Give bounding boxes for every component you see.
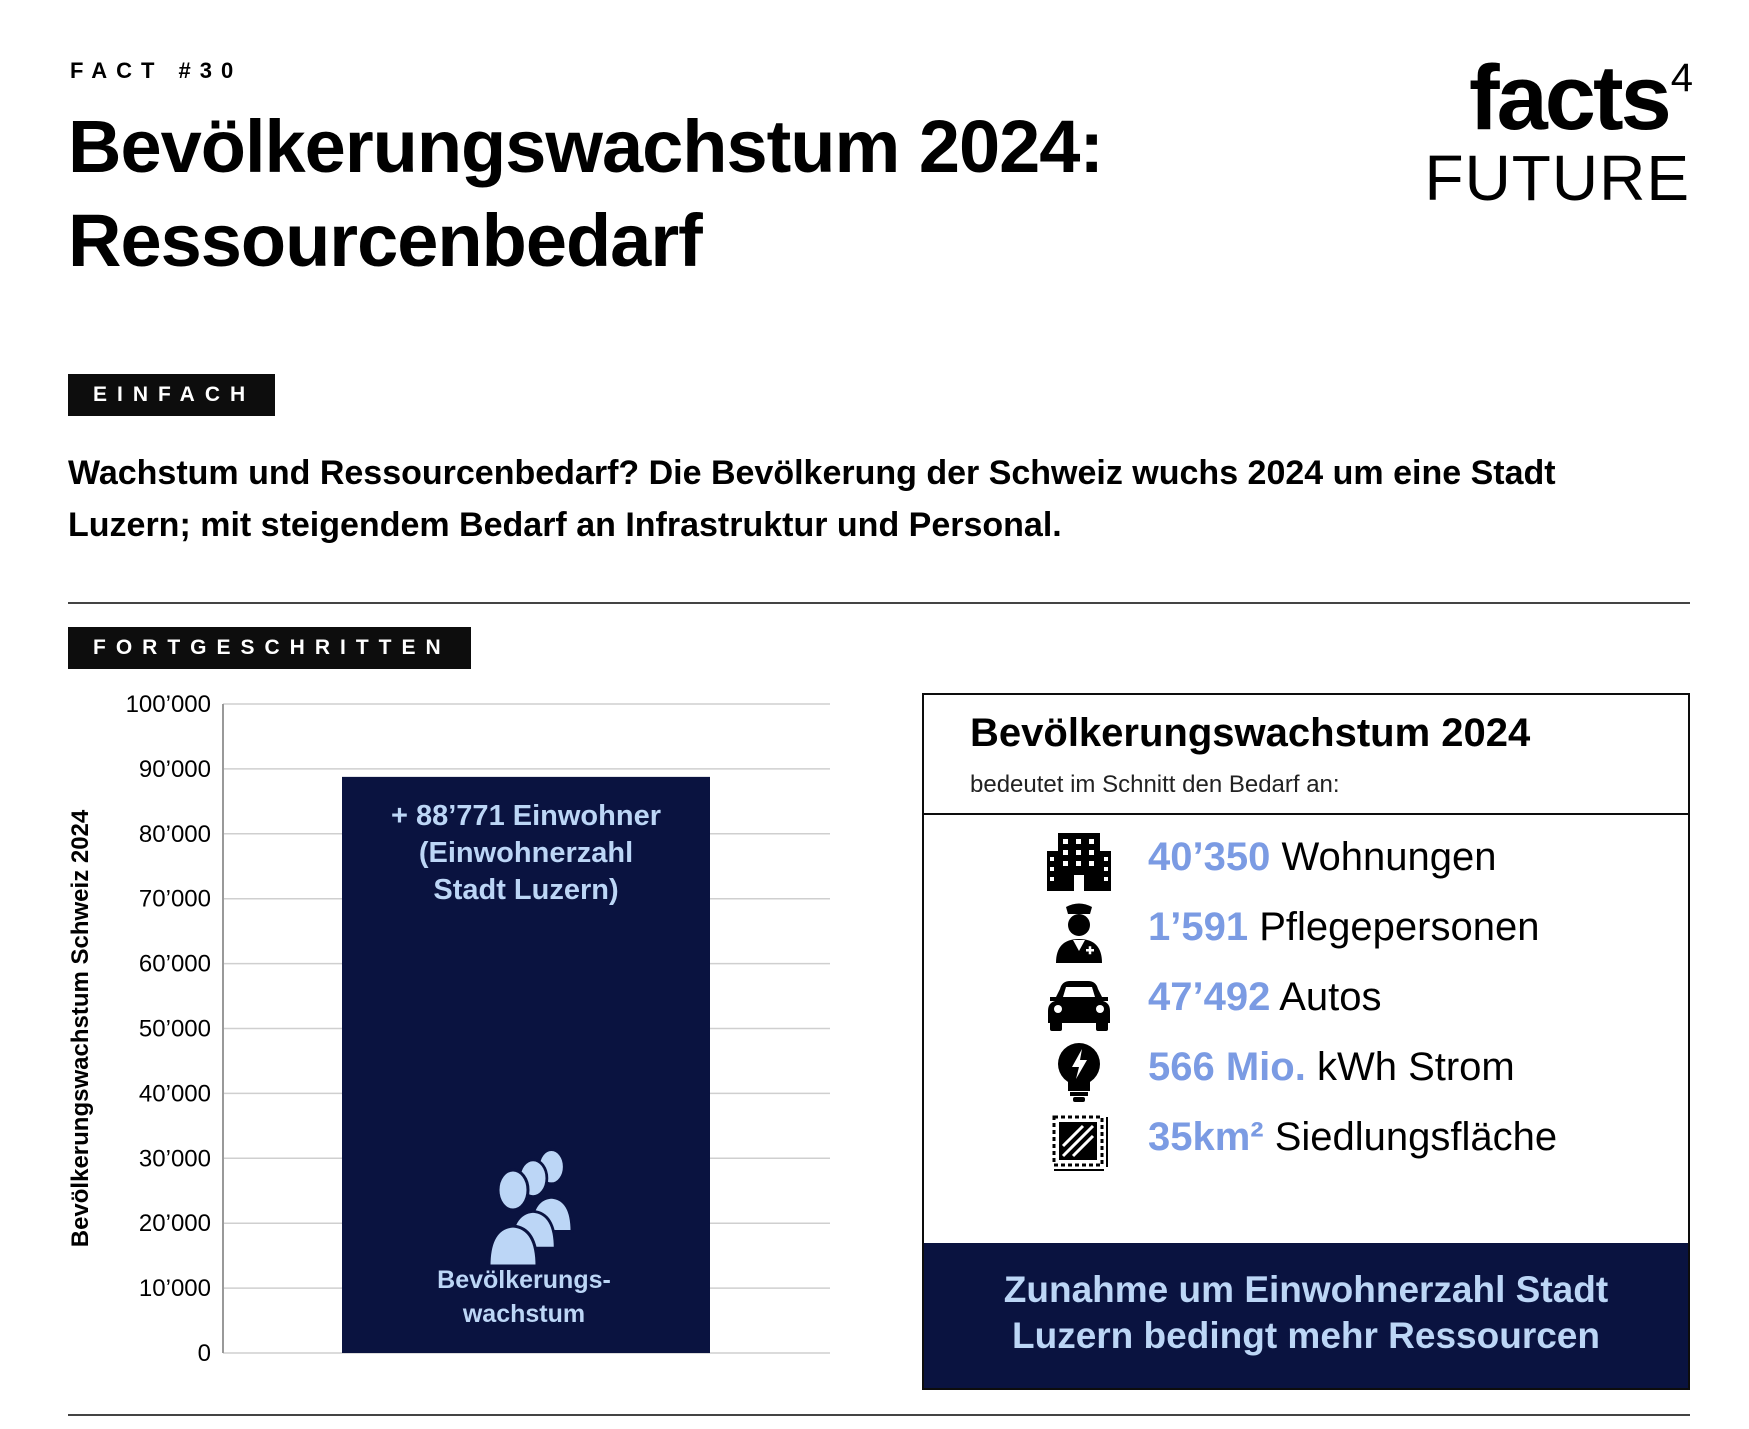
panel-header — [924, 695, 1688, 815]
resource-number: 40’350 — [1148, 835, 1271, 879]
resource-text — [1148, 905, 1539, 950]
bar-data-label: + 88’771 Einwohner — [391, 799, 661, 832]
page-title — [68, 100, 1103, 288]
resource-number: 35km² — [1148, 1115, 1264, 1159]
resource-item-housing — [924, 827, 1688, 897]
panel-footer-line-1: Zunahme um Einwohnerzahl Stadt — [1003, 1269, 1609, 1310]
y-axis-label: Bevölkerungswachstum Schweiz 2024 — [67, 809, 94, 1248]
resource-label: Pflegepersonen — [1248, 905, 1540, 949]
y-tick-label: 10’000 — [138, 1275, 211, 1303]
y-tick-label: 60’000 — [138, 950, 211, 978]
resource-item-nurses — [924, 897, 1688, 967]
divider — [68, 602, 1690, 604]
resource-text — [1148, 1045, 1515, 1090]
logo-subtext: FUTURE — [1424, 142, 1690, 214]
bar-data-label: Stadt Luzern) — [433, 873, 619, 906]
y-tick-label: 50’000 — [138, 1015, 211, 1043]
section-tag-advanced: FORTGESCHRITTEN — [68, 627, 471, 669]
y-tick-label: 20’000 — [138, 1210, 211, 1238]
resource-text — [1148, 1115, 1557, 1160]
area-icon — [1046, 1111, 1112, 1173]
resource-item-electricity — [924, 1037, 1688, 1107]
y-tick-label: 90’000 — [138, 755, 211, 783]
bar-category-label: wachstum — [462, 1300, 586, 1328]
page-title-line-2: Ressourcenbedarf — [68, 199, 702, 282]
chart-bars — [342, 777, 710, 1353]
resource-label: Siedlungsfläche — [1263, 1115, 1558, 1159]
logo-superscript: 4 — [1670, 56, 1690, 100]
y-tick-label: 30’000 — [138, 1145, 211, 1173]
bar-chart — [60, 690, 850, 1370]
y-tick-label: 80’000 — [138, 820, 211, 848]
logo-wordmark — [1410, 47, 1690, 149]
resource-number: 47’492 — [1148, 975, 1271, 1019]
y-tick-label: 70’000 — [138, 885, 211, 913]
resource-label: Autos — [1270, 975, 1382, 1019]
y-tick-label: 40’000 — [138, 1080, 211, 1108]
panel-subtitle: bedeutet im Schnitt den Bedarf an: — [970, 771, 1340, 798]
bar-category-label: Bevölkerungs- — [437, 1266, 611, 1294]
panel-footer — [924, 1243, 1688, 1388]
bottom-divider — [68, 1414, 1690, 1416]
page-title-line-1: Bevölkerungswachstum 2024: — [68, 105, 1104, 188]
building-icon — [1046, 831, 1112, 893]
resource-item-settlement-area — [924, 1107, 1688, 1177]
y-axis-ticks — [126, 691, 211, 1367]
intro-text: Wachstum und Ressourcenbedarf? Die Bevölkerung der Schweiz wuchs 2024 um eine Stadt Luzern; mit steigendem Bedarf an Infrastruktur und Personal. — [68, 454, 1556, 544]
nurse-icon — [1046, 901, 1112, 963]
panel-title: Bevölkerungswachstum 2024 — [970, 711, 1531, 755]
resource-text — [1148, 975, 1382, 1020]
fact-number-label: FACT #30 — [70, 58, 243, 83]
resource-label: Wohnungen — [1270, 835, 1497, 879]
resource-number: 566 Mio. — [1148, 1045, 1306, 1089]
bar-data-label: (Einwohnerzahl — [418, 836, 634, 869]
panel-footer-line-2: Luzern bedingt mehr Ressourcen — [1012, 1315, 1600, 1356]
resource-item-cars — [924, 967, 1688, 1037]
y-tick-label: 0 — [197, 1340, 211, 1367]
resource-panel — [922, 693, 1690, 1390]
car-icon — [1046, 971, 1112, 1033]
logo-word: facts — [1468, 47, 1669, 149]
y-tick-label: 100’000 — [125, 691, 211, 718]
section-tag-simple: EINFACH — [68, 374, 275, 416]
facts4future-logo — [1410, 47, 1690, 214]
resource-number: 1’591 — [1148, 905, 1249, 949]
lightbulb-icon — [1046, 1041, 1112, 1103]
resource-label: kWh Strom — [1305, 1045, 1515, 1089]
resource-text — [1148, 835, 1496, 880]
